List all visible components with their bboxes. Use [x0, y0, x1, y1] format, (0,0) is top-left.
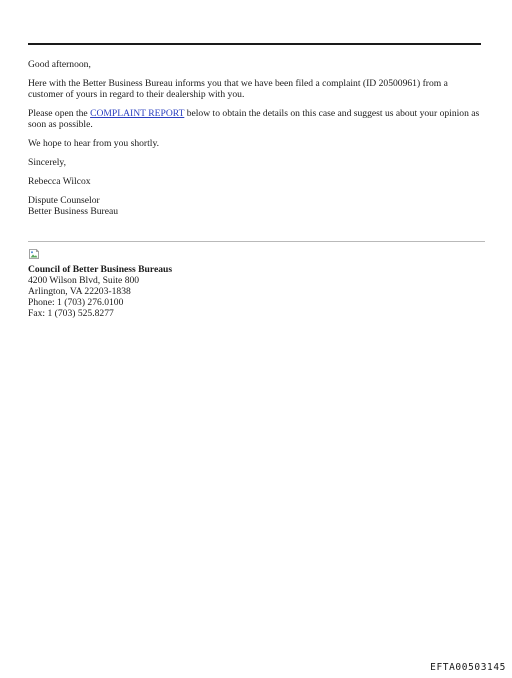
complaint-report-link[interactable]: COMPLAINT REPORT	[90, 108, 185, 119]
signature-block	[28, 195, 483, 217]
greeting: Good afternoon,	[28, 59, 91, 70]
paragraph-hope: We hope to hear from you shortly.	[28, 138, 160, 149]
top-divider	[28, 43, 481, 45]
signer-title: Dispute Counselor	[28, 195, 100, 206]
footer-divider	[28, 241, 485, 242]
document-id: EFTA00503145	[430, 662, 506, 673]
paragraph-instructions-before: Please open the	[28, 108, 91, 119]
footer	[28, 248, 483, 319]
signer-org: Better Business Bureau	[28, 206, 119, 217]
org-name: Council of Better Business Bureaus	[28, 264, 173, 275]
address-line-2: Arlington, VA 22203-1838	[28, 286, 131, 297]
fax: Fax: 1 (703) 525.8277	[28, 308, 114, 319]
paragraph-instructions-after: below to obtain the details on this case and suggest us about your opinion as soon as possible.	[28, 108, 480, 130]
address-line-1: 4200 Wilson Blvd, Suite 800	[28, 275, 140, 286]
broken-image-icon	[28, 248, 40, 260]
paragraph-instructions	[28, 108, 483, 130]
email-body	[28, 59, 483, 217]
closing: Sincerely,	[28, 157, 67, 168]
phone: Phone: 1 (703) 276.0100	[28, 297, 124, 308]
signer-name: Rebecca Wilcox	[28, 176, 91, 187]
paragraph-complaint-notice: Here with the Better Business Bureau informs you that we have been filed a complaint (ID 20500961) from a customer of yours in regard to their dealership with you.	[28, 78, 448, 100]
